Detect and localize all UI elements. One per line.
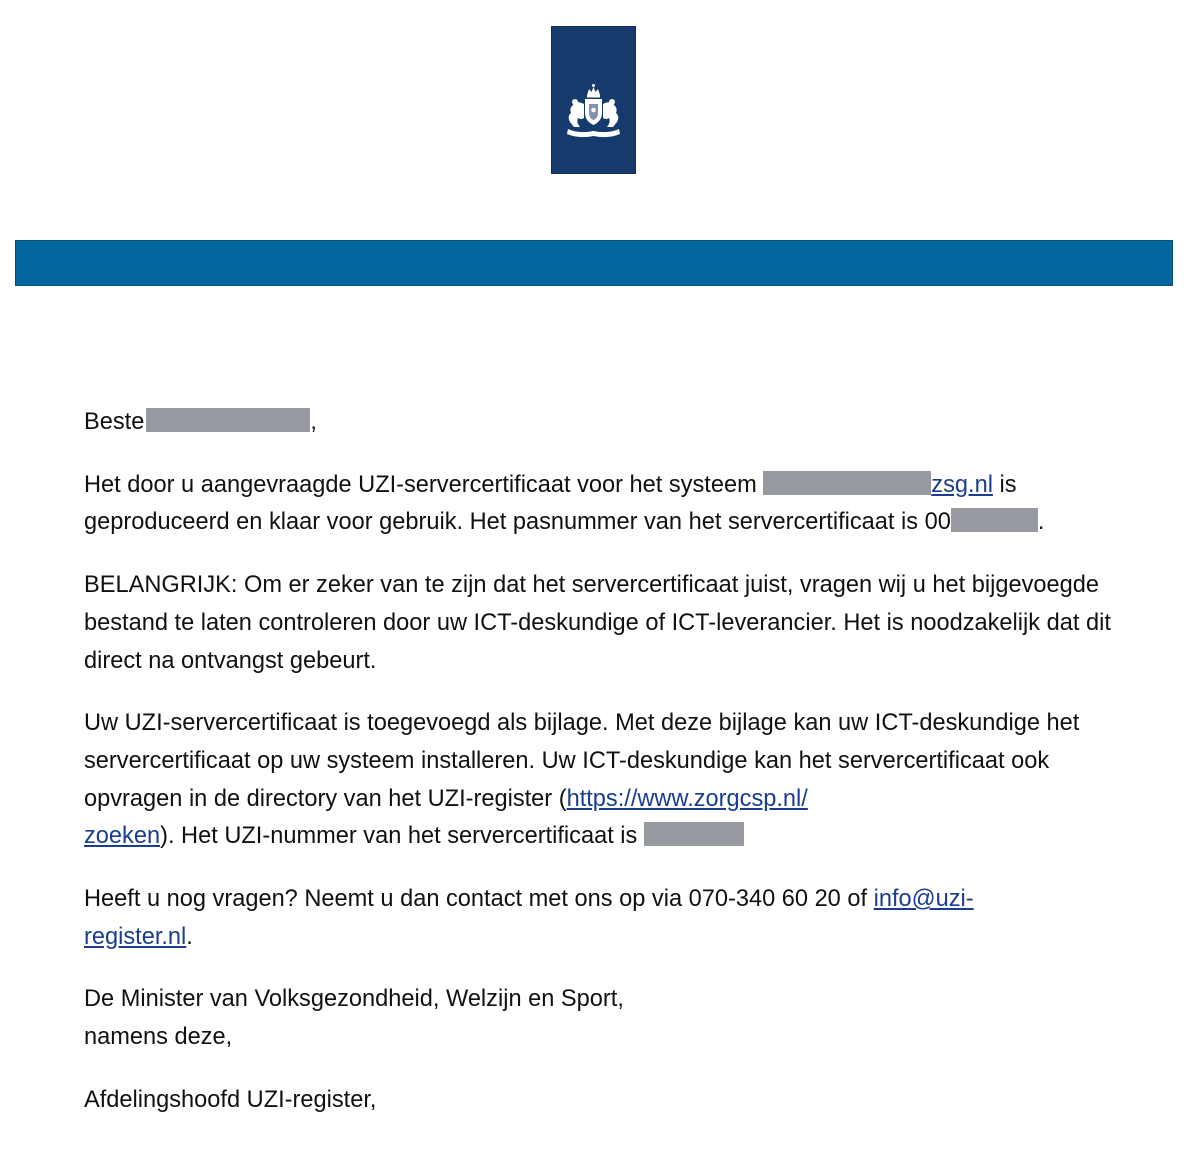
paragraph-certificate-ready: [84, 467, 1144, 542]
email-link-part-1: info@uzi-: [873, 886, 974, 913]
signature-text: Afdelingshoofd UZI-register,: [84, 1086, 377, 1113]
signoff-line-1: De Minister van Volksgezondheid, Welzijn en Sport,: [84, 986, 624, 1013]
redacted-uzi-number: [644, 822, 744, 846]
greeting-prefix: Beste: [84, 409, 145, 435]
zorgcsp-link-part-2: zoeken: [84, 823, 161, 850]
paragraph-contact: [84, 881, 1144, 956]
p3-text-1: Uw UZI-servercertificaat is toegevoegd als bijlage. Met deze bijlage kan uw ICT-deskundige het servercertificaat op uw systeem installeren. Uw ICT-deskundige kan het servercertificaat ook opvragen in de directory van het UZI-register (: [84, 710, 1080, 812]
email-link-part-2: register.nl: [84, 923, 187, 950]
redacted-hostname: [763, 471, 931, 495]
letter-body: [84, 404, 1144, 1120]
p1-text-2: is geproduceerd en klaar voor gebruik. Het pasnummer van het servercertificaat is 00: [84, 471, 1017, 536]
zorgcsp-link-part-1: https://www.zorgcsp.nl/: [566, 785, 808, 812]
coat-of-arms-icon: [551, 26, 636, 174]
domain-link[interactable]: zsg.nl: [931, 471, 993, 498]
p4-text-2: .: [186, 923, 193, 950]
redacted-pasnummer: [951, 508, 1038, 532]
signature: [84, 1082, 1144, 1120]
p3-text-2: ). Het UZI-nummer van het servercertificaat is: [160, 823, 644, 850]
greeting-suffix: ,: [310, 409, 317, 435]
paragraph-important: [84, 567, 1144, 680]
signoff: [84, 981, 1144, 1056]
p1-text-1: Het door u aangevraagde UZI-servercertificaat voor het systeem: [84, 471, 764, 498]
header-banner: [15, 240, 1173, 286]
p1-text-3: .: [1037, 509, 1045, 536]
greeting: [84, 404, 1144, 442]
redacted-name: [146, 408, 310, 432]
p4-text-1: Heeft u nog vragen? Neemt u dan contact met ons op via 070-340 60 20 of: [84, 886, 874, 913]
signoff-line-2: namens deze,: [84, 1024, 233, 1051]
rijksoverheid-logo: [551, 26, 636, 174]
p2-text: BELANGRIJK: Om er zeker van te zijn dat het servercertificaat juist, vragen wij u het bijgevoegde bestand te laten controleren door uw ICT-deskundige of ICT-leverancier. Het is noodzakelijk dat dit direct na ontvangst gebeurt.: [84, 572, 1111, 674]
paragraph-attachment: [84, 705, 1144, 856]
